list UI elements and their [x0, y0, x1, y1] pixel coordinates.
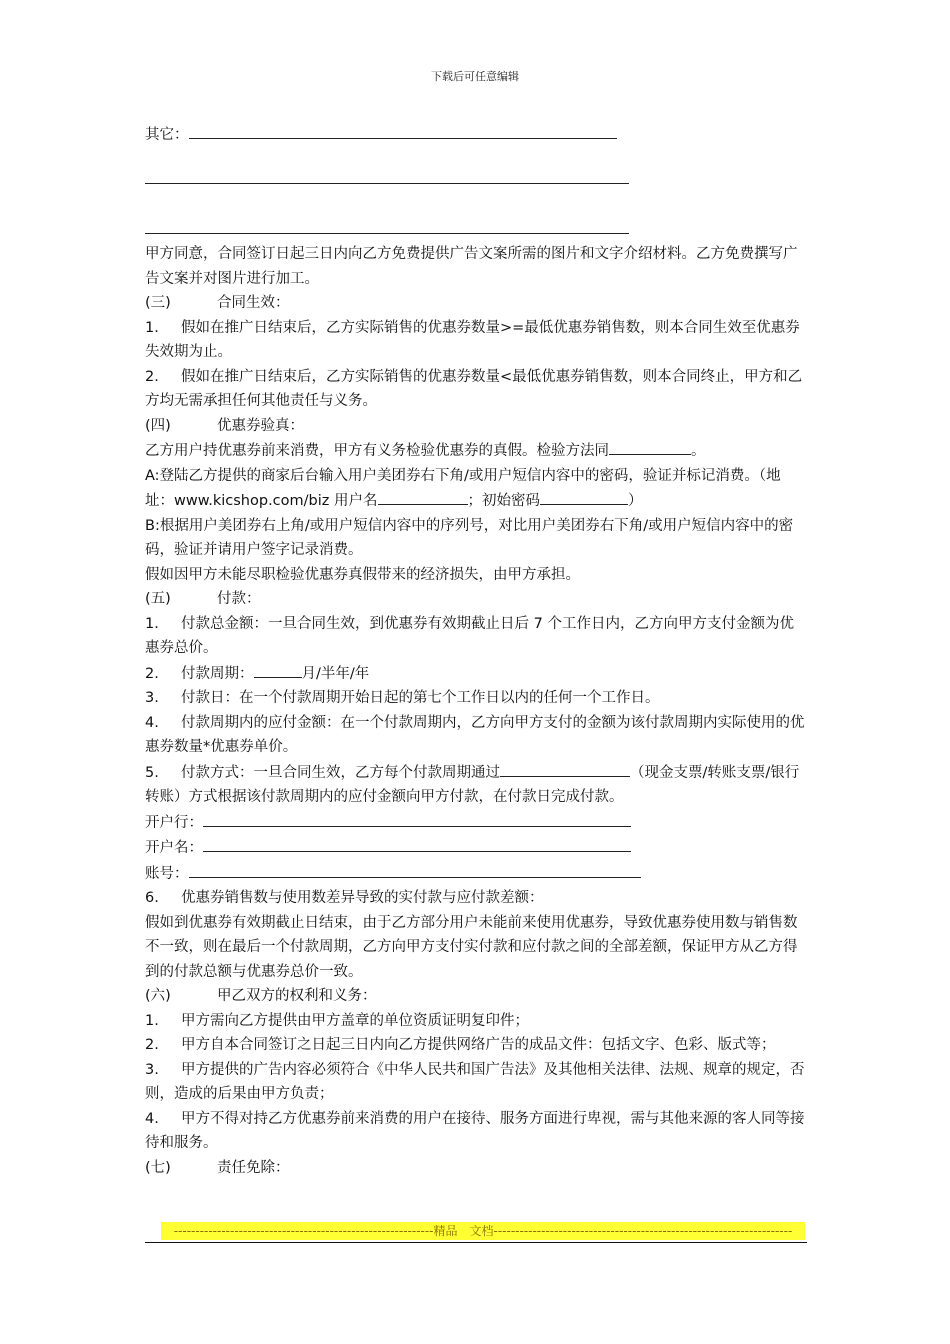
footer-banner: ------------------------------------------------------------精品 文档--------------------------------------------------------------------- [161, 1222, 805, 1240]
section-number: (三) [145, 295, 171, 311]
page-footer [145, 1222, 807, 1243]
section-number: (四) [145, 417, 171, 434]
list-item: 4. 付款周期内的应付金额：在一个付款周期内，乙方向甲方支付的金额为该付款周期内实际使用的优惠券数量*优惠券单价。 [145, 714, 805, 755]
other-blank [189, 122, 617, 139]
section-heading-6 [145, 984, 807, 1009]
account-number-blank [189, 861, 641, 878]
method-a-paragraph: A:登陆乙方提供的商家后台输入用户美团券右下角/或用户短信内容中的密码，验证并标记消费。（地址：www.kicshop.com/biz 用户名 ；初始密码 ） [145, 467, 781, 509]
list-item: 1. 假如在推广日结束后，乙方实际销售的优惠券数量>=最低优惠券销售数，则本合同生效至优惠券失效期为止。 [145, 319, 800, 360]
list-item: 2. 甲方自本合同签订之日起三日内向乙方提供网络广告的成品文件：包括文字、色彩、版式等； [145, 1037, 776, 1053]
password-blank [540, 488, 628, 505]
other-row [145, 122, 807, 148]
bank-row: 开户行： [145, 810, 807, 836]
payment-method-blank [500, 760, 630, 777]
list-item: 2. 假如在推广日结束后，乙方实际销售的优惠券数量<最低优惠券销售数，则本合同终止，甲方和乙方均无需承担任何其他责任与义务。 [145, 368, 803, 409]
verify-method-row: 乙方用户持优惠券前来消费，甲方有义务检验优惠券的真假。检验方法同 。 [145, 438, 807, 464]
other-label: 其它： [145, 127, 189, 143]
list-item: 4. 甲方不得对持乙方优惠券前来消费的用户在接待、服务方面进行卑视，需与其他来源的客人同等接待和服务。 [145, 1110, 805, 1151]
username-blank [378, 488, 468, 505]
document-body [145, 122, 807, 1180]
list-item: 6. 优惠券销售数与使用数差异导致的实付款与应付款差额： [145, 890, 544, 906]
account-name-blank [203, 835, 631, 852]
list-item: 3. 付款日：在一个付款周期开始日起的第七个工作日以内的任何一个工作日。 [145, 690, 660, 706]
list-item: 1. 甲方需向乙方提供由甲方盖章的单位资质证明复印件； [145, 1012, 529, 1029]
section-heading-4 [145, 414, 807, 439]
method-b-paragraph: B:根据用户美团券右上角/或用户短信内容中的序列号，对比用户美团券右下角/或用户短信内容中的密码，验证并请用户签字记录消费。 [145, 517, 794, 558]
page-header: 下载后可任意编辑 [431, 70, 519, 83]
section-title: 付款： [217, 591, 261, 607]
difference-paragraph: 假如到优惠券有效期截止日结束，由于乙方部分用户未能前来使用优惠券，导致优惠券使用数与销售数不一致，则在最后一个付款周期，乙方向甲方支付实付款和应付款之间的全部差额，保证甲方从乙方得到的付款总额与优惠券总价一致。 [145, 914, 798, 980]
section-title: 甲乙双方的权利和义务： [217, 988, 377, 1004]
section-heading-7 [145, 1156, 807, 1181]
period-blank [254, 661, 302, 678]
blank-line-1 [145, 148, 807, 192]
method-blank [609, 438, 691, 455]
list-item: 5. 付款方式：一旦合同生效，乙方每个付款周期通过 （现金支票/转账支票/银行转账）方式根据该付款周期内的应付金额向甲方付款，在付款日完成付款。 [145, 760, 807, 810]
section-title: 合同生效： [217, 295, 290, 311]
section-number: (五) [145, 591, 171, 607]
bank-blank [203, 810, 631, 827]
section-number: (七) [145, 1159, 171, 1176]
section-heading-5 [145, 587, 807, 612]
loss-paragraph: 假如因甲方未能尽职检验优惠券真假带来的经济损失，由甲方承担。 [145, 566, 580, 583]
account-name-row: 开户名： [145, 835, 807, 861]
section-title: 优惠券验真： [217, 417, 304, 434]
list-item: 3. 甲方提供的广告内容必须符合《中华人民共和国广告法》及其他相关法律、法规、规章的规定，否则，造成的后果由甲方负责； [145, 1061, 805, 1102]
section-number: (六) [145, 988, 171, 1004]
list-item: 1. 付款总金额：一旦合同生效，到优惠券有效期截止日后 7 个工作日内，乙方向甲方支付金额为优惠券总价。 [145, 615, 794, 656]
account-number-row: 账号： [145, 861, 807, 887]
section-title: 责任免除： [217, 1159, 290, 1176]
blank-line-2 [145, 192, 807, 242]
materials-paragraph: 甲方同意，合同签订日起三日内向乙方免费提供广告文案所需的图片和文字介绍材料。乙方免费撰写广告文案并对图片进行加工。 [145, 246, 798, 287]
section-heading-3 [145, 291, 807, 316]
list-item: 2. 付款周期： 月/半年/年 [145, 661, 807, 687]
